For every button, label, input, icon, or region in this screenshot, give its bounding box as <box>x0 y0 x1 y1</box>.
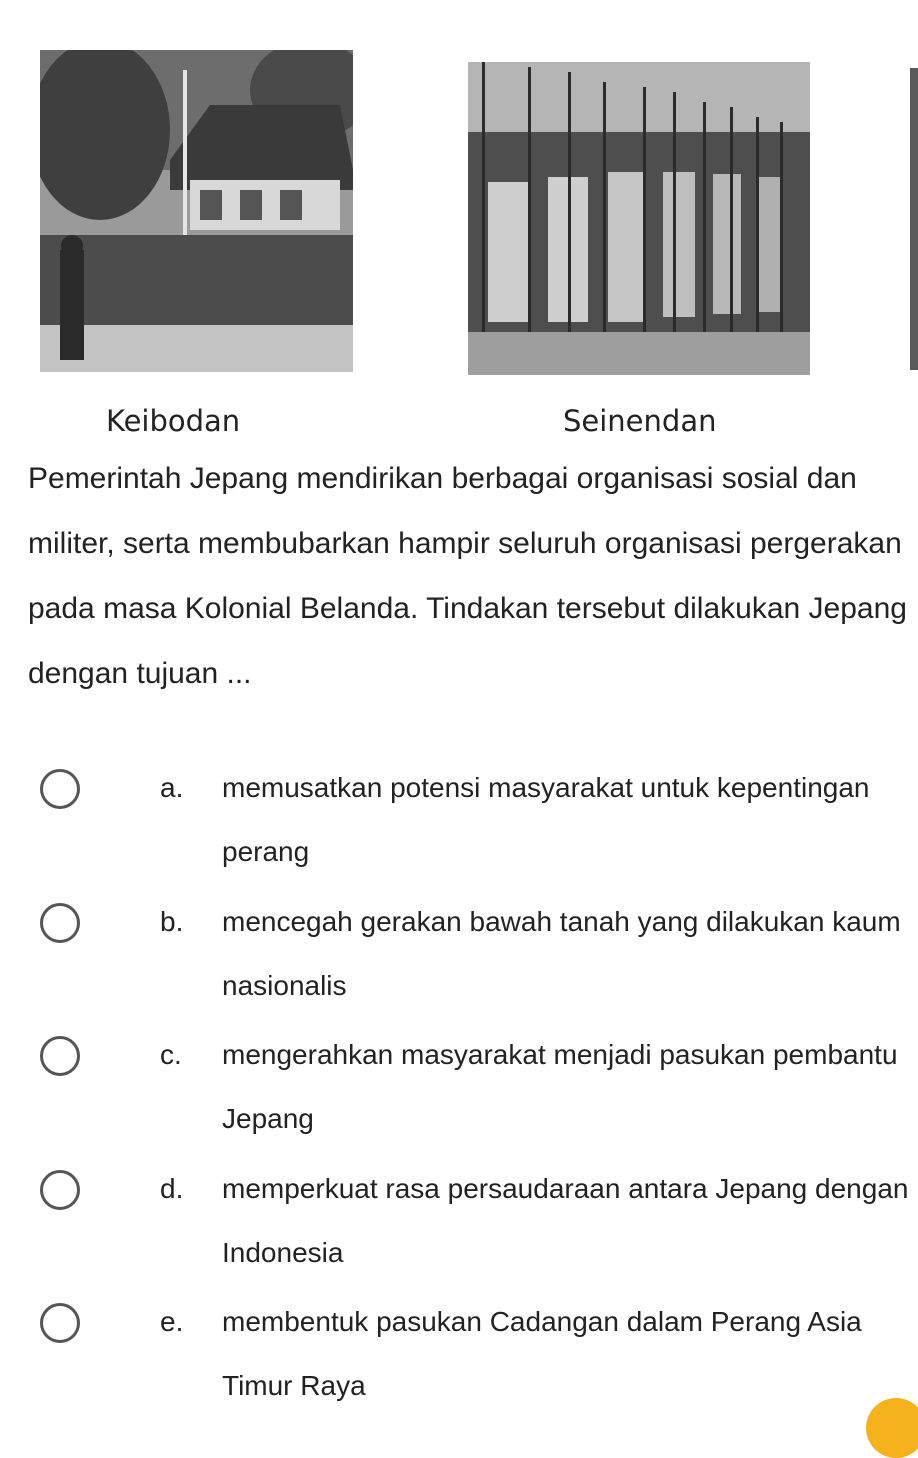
floating-action-badge[interactable] <box>866 1398 918 1458</box>
option-text: membentuk pasukan Cadangan dalam Perang Asia Timur Raya <box>222 1306 862 1401</box>
seinendan-caption: Seinendan <box>563 404 717 438</box>
option-letter: c. <box>160 1039 182 1070</box>
seinendan-photo <box>468 62 810 375</box>
option-text: mencegah gerakan bawah tanah yang dilakukan kaum nasionalis <box>222 906 901 1001</box>
radio-d[interactable] <box>40 1170 80 1210</box>
option-e[interactable] <box>0 1298 918 1418</box>
keibodan-caption: Keibodan <box>106 404 241 438</box>
option-letter: d. <box>160 1173 184 1204</box>
radio-a[interactable] <box>40 769 80 809</box>
option-b[interactable] <box>0 898 918 1018</box>
keibodan-photo <box>40 50 353 372</box>
option-letter: a. <box>160 772 184 803</box>
partial-photo <box>910 68 918 370</box>
option-d[interactable] <box>0 1165 918 1285</box>
option-text: memusatkan potensi masyarakat untuk kepentingan perang <box>222 772 870 867</box>
option-a[interactable] <box>0 764 918 884</box>
option-letter: b. <box>160 906 184 937</box>
option-text: memperkuat rasa persaudaraan antara Jepang dengan Indonesia <box>222 1173 909 1268</box>
radio-e[interactable] <box>40 1303 80 1343</box>
radio-b[interactable] <box>40 903 80 943</box>
option-letter: e. <box>160 1306 184 1337</box>
option-text: mengerahkan masyarakat menjadi pasukan pembantu Jepang <box>222 1039 898 1134</box>
option-c[interactable] <box>0 1031 918 1151</box>
question-text: Pemerintah Jepang mendirikan berbagai organisasi sosial dan militer, serta membubarkan hampir seluruh organisasi pergerakan pada masa Kolonial Belanda. Tindakan tersebut dilakukan Jepang dengan tujuan ... <box>28 462 907 690</box>
radio-c[interactable] <box>40 1036 80 1076</box>
